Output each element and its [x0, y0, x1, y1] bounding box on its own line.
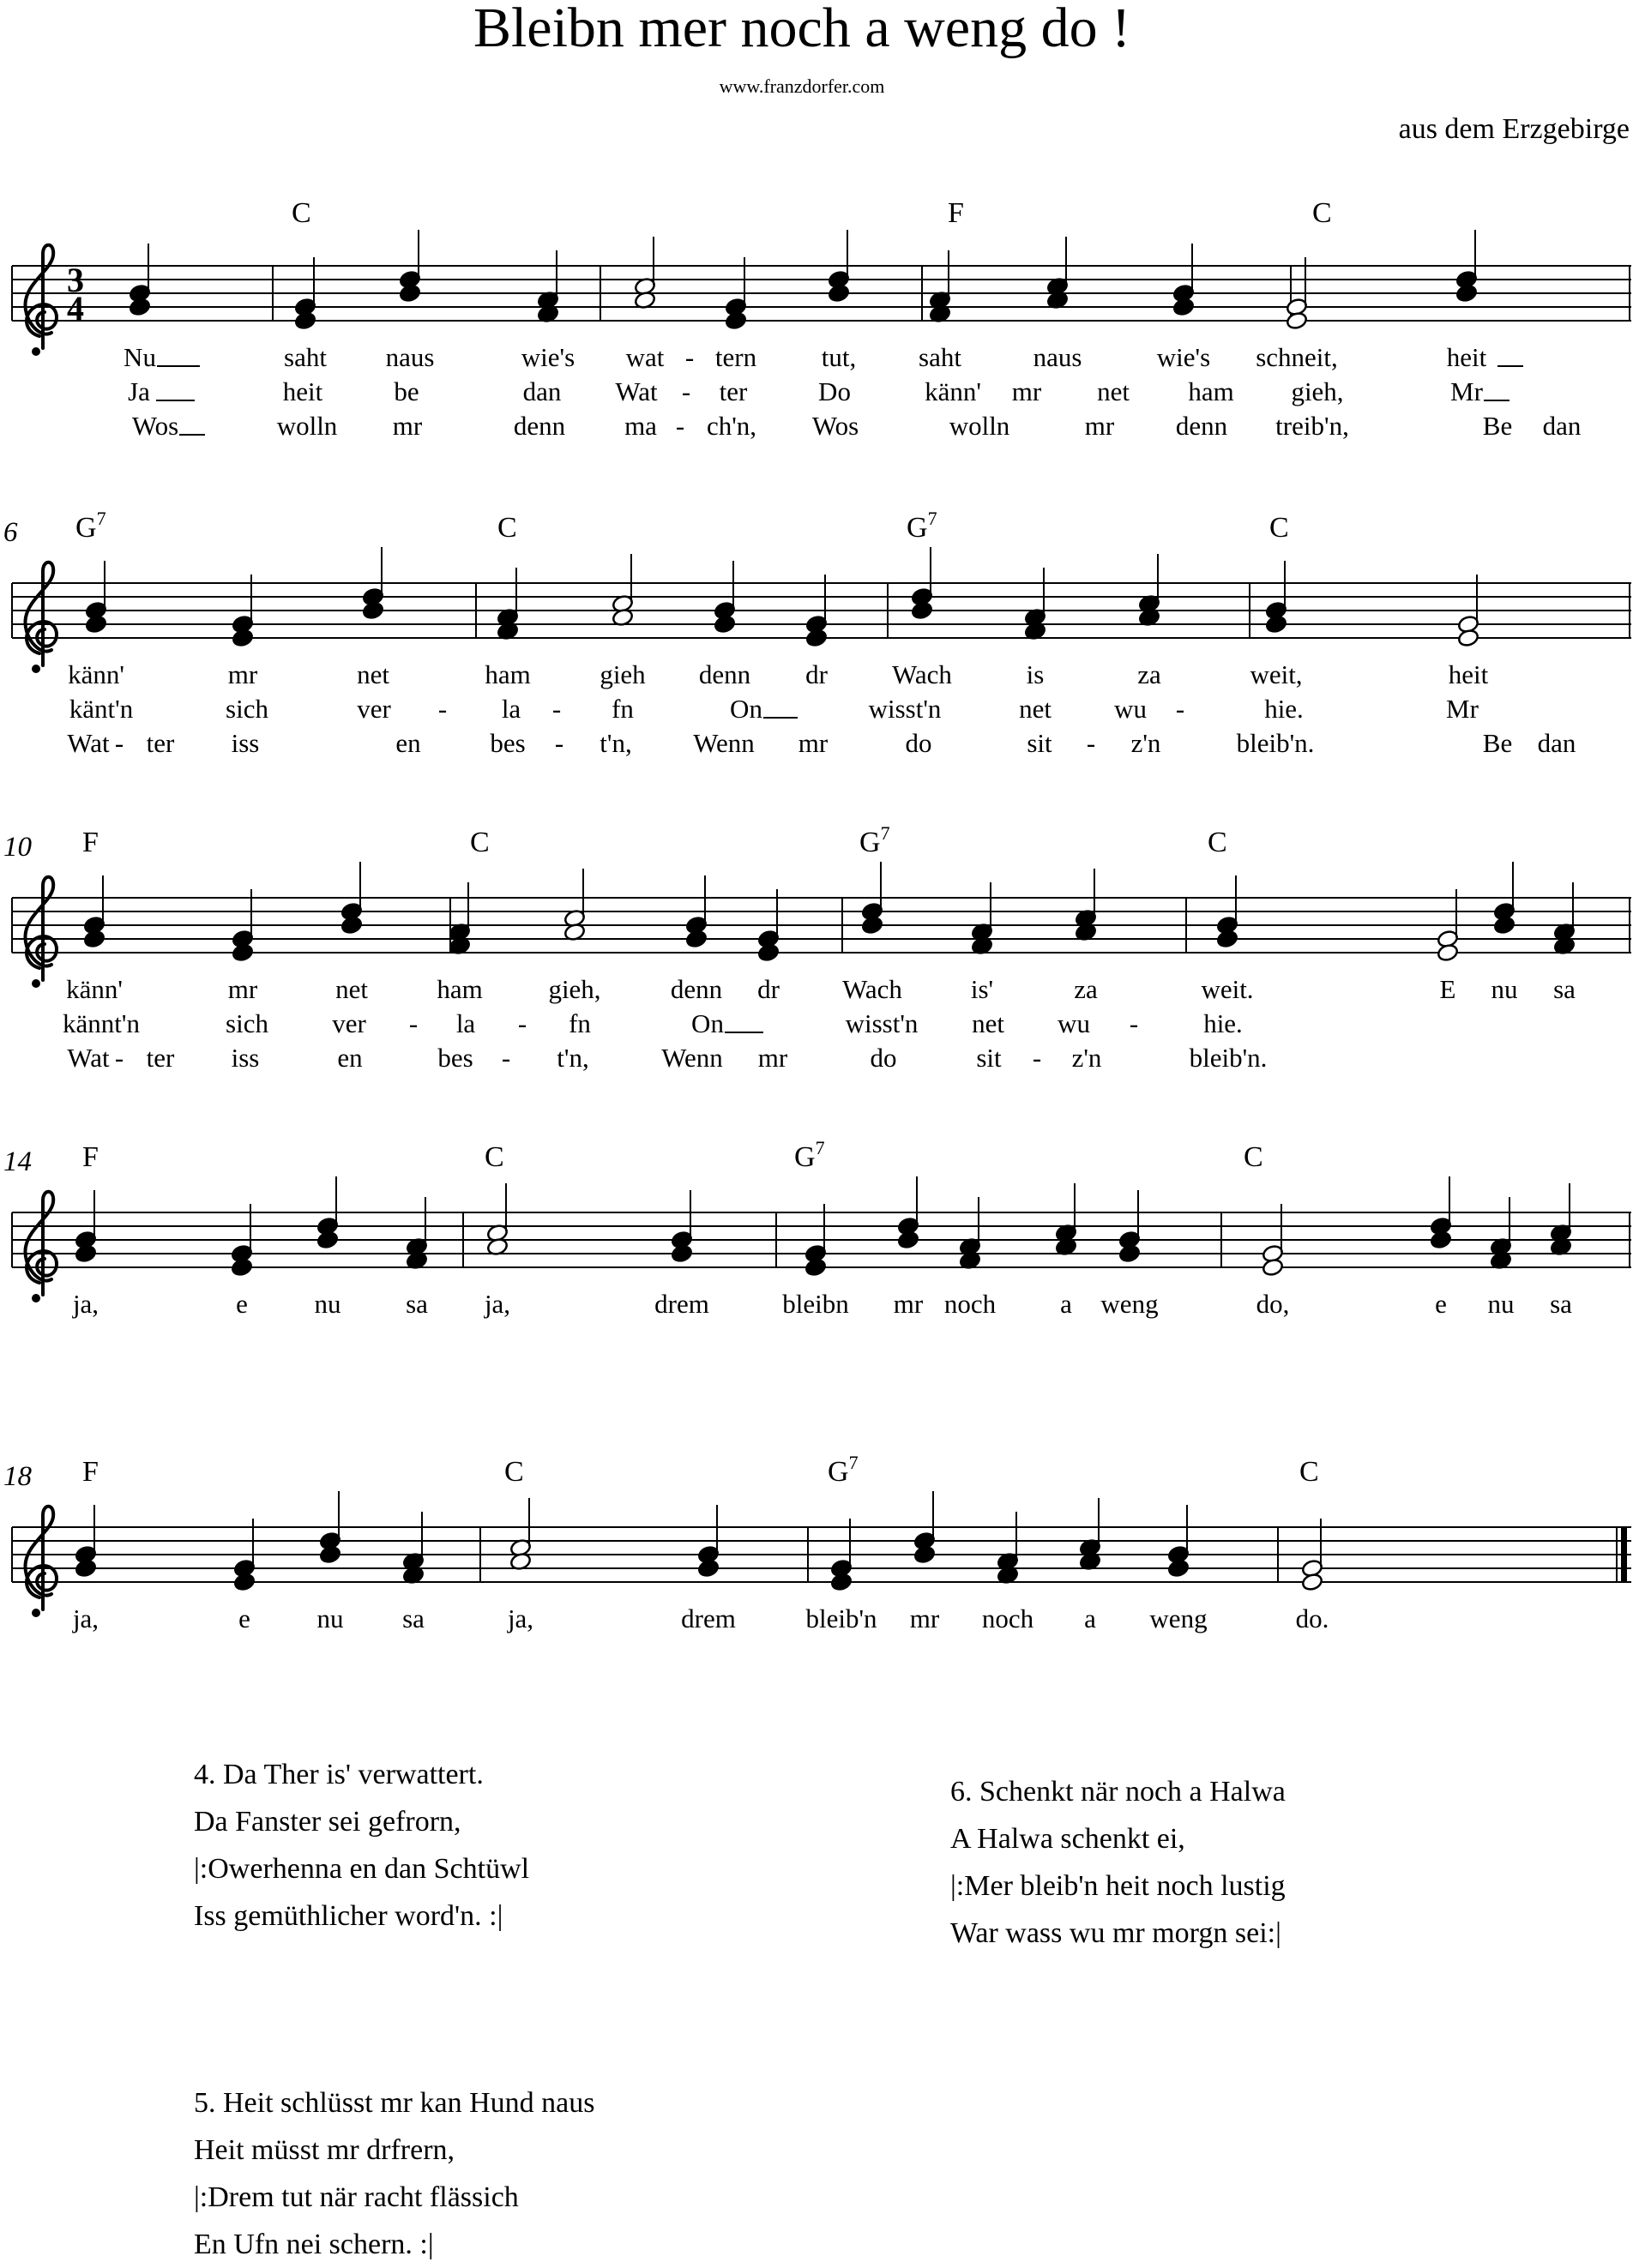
lyric-syllable: heit	[282, 376, 323, 406]
notehead	[1455, 284, 1478, 304]
lyric-syllable: Wach	[892, 659, 952, 689]
lyric-syllable: mr	[227, 974, 258, 1004]
lyric-syllable: ch'n,	[706, 411, 757, 441]
lyric-syllable: kännt'n	[63, 1008, 140, 1038]
lyric-syllable: ter	[719, 376, 748, 406]
lyric-syllable: dan	[1537, 728, 1576, 758]
notehead	[399, 284, 421, 304]
lyric-syllable: weng	[1100, 1289, 1159, 1319]
lyric-syllable: dan	[1542, 411, 1582, 441]
notehead	[757, 943, 780, 963]
lyric-syllable: -	[675, 411, 685, 441]
notehead	[830, 1573, 853, 1592]
lyric-syllable: drem	[654, 1289, 709, 1319]
chord-root: C	[485, 1141, 504, 1173]
treble-clef-icon	[25, 1192, 57, 1302]
lyric-syllable: tut,	[821, 342, 857, 372]
chord-symbol	[470, 827, 490, 859]
lyric-syllable: noch	[981, 1603, 1034, 1633]
lyric-syllable: mr	[1011, 376, 1042, 406]
chord-root: C	[470, 827, 490, 858]
lyric-syllable: -	[408, 1008, 419, 1038]
chord-symbol	[485, 1141, 504, 1174]
chord-symbol	[1312, 197, 1332, 230]
lyric-syllable: känt'n	[69, 694, 134, 724]
verse-line: En Ufn nei schern. :|	[194, 2229, 434, 2260]
lyric-syllable: ter	[146, 1043, 175, 1073]
lyric-syllable: hie.	[1264, 694, 1304, 724]
chord-symbol	[75, 508, 106, 544]
notehead	[85, 615, 107, 635]
chord-symbol	[497, 512, 517, 544]
lyric-syllable: wu	[1058, 1008, 1090, 1038]
verse-4	[194, 1751, 529, 1940]
treble-clef-icon	[25, 245, 57, 356]
chord-symbol	[948, 197, 964, 230]
lyric-syllable: wu	[1114, 694, 1147, 724]
lyric-syllable: dr	[805, 659, 828, 689]
notehead	[1301, 1573, 1323, 1592]
lyric-syllable: -	[551, 694, 562, 724]
verse-line: Iss gemüthlicher word'n. :|	[194, 1900, 503, 1932]
lyric-syllable: bleib'n	[805, 1603, 877, 1633]
lyric-syllable: do,	[1256, 1289, 1290, 1319]
lyric-syllable: denn	[513, 411, 566, 441]
notehead	[1437, 943, 1459, 963]
lyric-syllable: ja,	[72, 1289, 99, 1319]
melisma-line	[156, 400, 195, 401]
source-url[interactable]: www.franzdorfer.com	[719, 75, 885, 97]
lyric-syllable: za	[1074, 974, 1098, 1004]
lyric-syllable: Wos	[811, 411, 859, 441]
chord-symbol	[907, 508, 937, 544]
lyric-syllable: net	[357, 659, 389, 689]
lyric-syllable: do	[870, 1043, 897, 1073]
notehead	[725, 311, 747, 331]
lyric-syllable: wolln	[949, 411, 1010, 441]
chord-extension: 7	[880, 822, 890, 844]
lyric-syllable: bes	[437, 1043, 473, 1073]
verse-5	[194, 2079, 594, 2268]
notehead	[828, 284, 850, 304]
lyric-syllable: -	[517, 1008, 527, 1038]
treble-clef-icon	[25, 877, 57, 988]
lyric-syllable: Mr	[1450, 376, 1483, 406]
lyric-syllable: nu	[316, 1603, 344, 1633]
notehead	[231, 1258, 253, 1278]
verse-line: 5. Heit schlüsst mr kan Hund naus	[194, 2087, 595, 2119]
lyric-syllable: iss	[231, 1043, 260, 1073]
lyric-syllable: Be	[1482, 728, 1513, 758]
notehead	[1172, 298, 1195, 317]
verse-line: |:Mer bleib'n heit noch lustig	[950, 1870, 1286, 1902]
lyric-syllable: naus	[1033, 342, 1082, 372]
lyric-syllable: mr	[893, 1289, 924, 1319]
lyric-syllable: -	[114, 728, 124, 758]
lyric-syllable: be	[394, 376, 419, 406]
lyric-syllable: Nu	[124, 342, 156, 372]
lyric-syllable: gieh,	[548, 974, 601, 1004]
lyric-syllable: do.	[1295, 1603, 1329, 1633]
lyric-syllable: hie.	[1203, 1008, 1243, 1038]
lyric-syllable: ma	[624, 411, 657, 441]
verse-line: Heit müsst mr drfrern,	[194, 2134, 455, 2166]
lyric-syllable: On	[730, 694, 762, 724]
chord-root: F	[82, 1141, 99, 1173]
notehead	[232, 943, 254, 963]
lyric-syllable: bes	[490, 728, 526, 758]
lyric-syllable: gieh	[600, 659, 646, 689]
notehead	[1216, 929, 1238, 949]
measure-number: 18	[3, 1461, 32, 1492]
lyric-syllable: weit.	[1201, 974, 1254, 1004]
lyric-syllable: saht	[284, 342, 327, 372]
lyric-syllable: a	[1060, 1289, 1072, 1319]
notehead	[1262, 1258, 1284, 1278]
chord-root: C	[1312, 197, 1332, 229]
measure-number: 10	[3, 832, 32, 863]
lyric-syllable: sich	[226, 1008, 268, 1038]
chord-root: G	[859, 827, 881, 858]
chord-extension: 7	[927, 508, 937, 529]
lyric-syllable: ham	[1188, 376, 1234, 406]
lyric-syllable: naus	[385, 342, 435, 372]
treble-clef-icon	[25, 1507, 57, 1617]
chord-root: G	[828, 1456, 849, 1488]
lyric-syllable: wisst'n	[868, 694, 942, 724]
lyric-syllable: mr	[757, 1043, 788, 1073]
notehead	[805, 629, 828, 648]
time-sig-bottom: 4	[67, 289, 84, 328]
chord-root: C	[1269, 512, 1289, 544]
notehead	[714, 615, 736, 635]
lyric-syllable: za	[1137, 659, 1161, 689]
chord-root: C	[497, 512, 517, 544]
notehead	[697, 1559, 720, 1579]
treble-clef-icon	[25, 562, 57, 673]
lyric-syllable: Wach	[842, 974, 902, 1004]
notehead	[129, 298, 151, 317]
verse-line: |:Drem tut när racht flässich	[194, 2181, 519, 2213]
song-origin: aus dem Erzgebirge	[1398, 113, 1630, 145]
lyric-syllable: schneit,	[1256, 342, 1338, 372]
lyric-syllable: z'n	[1071, 1043, 1102, 1073]
lyric-syllable: denn	[1175, 411, 1228, 441]
lyric-syllable: en	[395, 728, 421, 758]
lyric-syllable: saht	[919, 342, 961, 372]
verse-line: 4. Da Ther is' verwattert.	[194, 1759, 484, 1790]
lyric-syllable: net	[972, 1008, 1004, 1038]
notehead	[75, 1559, 97, 1579]
verse-line: |:Owerhenna en dan Schtüwl	[194, 1853, 530, 1885]
verse-6	[950, 1768, 1286, 1957]
lyric-syllable: -	[437, 694, 448, 724]
lyric-syllable: ver	[332, 1008, 366, 1038]
notehead	[1457, 629, 1479, 648]
lyric-syllable: nu	[314, 1289, 341, 1319]
lyric-syllable: do	[905, 728, 932, 758]
lyric-syllable: -	[684, 342, 695, 372]
notehead	[319, 1545, 341, 1565]
notehead	[294, 311, 316, 331]
lyric-syllable: ham	[437, 974, 483, 1004]
melisma-line	[157, 365, 200, 367]
lyric-syllable: sa	[1550, 1289, 1572, 1319]
lyric-syllable: heit	[1446, 342, 1487, 372]
notehead	[83, 929, 105, 949]
lyric-syllable: ja,	[484, 1289, 511, 1319]
lyric-syllable: a	[1084, 1603, 1096, 1633]
lyric-syllable: ver	[357, 694, 391, 724]
chord-root: F	[82, 1456, 99, 1488]
lyric-syllable: weng	[1149, 1603, 1208, 1633]
verse-line: A Halwa schenkt ei,	[950, 1823, 1185, 1855]
melisma-line	[725, 1032, 763, 1033]
lyric-syllable: wat	[625, 342, 665, 372]
chord-symbol	[504, 1456, 524, 1489]
chord-root: C	[504, 1456, 524, 1488]
lyric-syllable: -	[1175, 694, 1185, 724]
measure-number: 6	[3, 517, 18, 548]
chord-symbol	[1269, 512, 1289, 544]
lyric-syllable: weit,	[1250, 659, 1303, 689]
notehead	[1286, 311, 1308, 331]
melisma-line	[1497, 365, 1523, 367]
chord-extension: 7	[96, 508, 106, 529]
notehead	[1493, 916, 1515, 935]
lyric-syllable: mr	[1084, 411, 1115, 441]
lyric-syllable: e	[236, 1289, 248, 1319]
chord-root: C	[1208, 827, 1227, 858]
lyric-syllable: fn	[612, 694, 634, 724]
notehead	[913, 1545, 936, 1565]
chord-extension: 7	[848, 1452, 859, 1473]
lyric-syllable: net	[1019, 694, 1052, 724]
notehead	[1430, 1230, 1452, 1250]
lyric-syllable: sich	[226, 694, 268, 724]
chord-root: G	[794, 1141, 816, 1173]
lyric-syllable: ja,	[507, 1603, 534, 1633]
chord-symbol	[292, 197, 311, 230]
lyric-syllable: Wat	[67, 1043, 110, 1073]
notehead	[1265, 615, 1287, 635]
notehead	[861, 916, 883, 935]
lyric-syllable: sit	[1027, 728, 1052, 758]
lyric-syllable: känn'	[925, 376, 981, 406]
measure-number: 14	[3, 1146, 32, 1177]
notehead	[1167, 1559, 1190, 1579]
melisma-line	[1484, 400, 1509, 401]
lyric-syllable: z'n	[1130, 728, 1161, 758]
chord-root: F	[82, 827, 99, 858]
lyric-syllable: mr	[909, 1603, 940, 1633]
song-title: Bleibn mer noch a weng do !	[473, 0, 1131, 59]
chord-symbol	[82, 827, 99, 859]
notehead	[232, 629, 254, 648]
lyric-syllable: heit	[1448, 659, 1489, 689]
notehead	[897, 1230, 919, 1250]
lyric-syllable: bleib'n.	[1189, 1043, 1268, 1073]
chord-symbol	[82, 1456, 99, 1489]
lyric-syllable: bleibn	[782, 1289, 849, 1319]
chord-symbol	[859, 822, 890, 859]
lyric-syllable: Wos	[131, 411, 179, 441]
chord-root: C	[1244, 1141, 1263, 1173]
lyric-syllable: -	[1086, 728, 1096, 758]
time-sig-top: 3	[67, 261, 84, 299]
lyric-syllable: wolln	[276, 411, 338, 441]
lyric-syllable: Wat	[615, 376, 658, 406]
notehead	[804, 1258, 827, 1278]
lyric-syllable: la	[501, 694, 521, 724]
lyric-syllable: t'n,	[557, 1043, 589, 1073]
lyric-syllable: dan	[522, 376, 562, 406]
lyric-syllable: dr	[757, 974, 780, 1004]
chord-symbol	[1299, 1456, 1319, 1489]
lyric-syllable: känn'	[66, 974, 123, 1004]
lyric-syllable: -	[114, 1043, 124, 1073]
lyric-syllable: Wat	[67, 728, 110, 758]
lyric-syllable: en	[337, 1043, 363, 1073]
chord-root: C	[292, 197, 311, 229]
lyric-syllable: Do	[818, 376, 851, 406]
lyric-syllable: nu	[1487, 1289, 1515, 1319]
chord-symbol	[828, 1452, 859, 1489]
lyric-syllable: net	[335, 974, 368, 1004]
lyric-syllable: fn	[569, 1008, 591, 1038]
chord-root: F	[948, 197, 964, 229]
notehead	[340, 916, 363, 935]
lyric-syllable: -	[681, 376, 691, 406]
lyric-syllable: känn'	[68, 659, 124, 689]
lyric-syllable: e	[1435, 1289, 1447, 1319]
lyric-syllable: Wenn	[661, 1043, 723, 1073]
lyric-syllable: wie's	[1156, 342, 1211, 372]
chord-symbol	[794, 1137, 825, 1174]
lyric-syllable: e	[238, 1603, 250, 1633]
melisma-line	[179, 434, 205, 436]
lyric-syllable: ter	[146, 728, 175, 758]
lyric-syllable: iss	[231, 728, 260, 758]
lyric-syllable: sa	[402, 1603, 425, 1633]
lyric-syllable: net	[1097, 376, 1130, 406]
lyric-syllable: -	[501, 1043, 511, 1073]
lyric-syllable: la	[455, 1008, 476, 1038]
lyric-syllable: E	[1439, 974, 1456, 1004]
lyric-syllable: mr	[392, 411, 423, 441]
notehead	[75, 1244, 97, 1264]
verse-line: War wass wu mr morgn sei:|	[950, 1917, 1281, 1949]
lyric-syllable: ham	[485, 659, 531, 689]
lyric-syllable: nu	[1491, 974, 1518, 1004]
lyric-syllable: noch	[943, 1289, 997, 1319]
lyric-syllable: is'	[970, 974, 994, 1004]
chord-root: G	[907, 512, 928, 544]
chord-extension: 7	[815, 1137, 825, 1158]
notehead	[316, 1230, 339, 1250]
final-barline	[1621, 1527, 1627, 1582]
lyric-syllable: sa	[406, 1289, 428, 1319]
lyric-syllable: -	[554, 728, 564, 758]
lyric-syllable: wisst'n	[845, 1008, 919, 1038]
chord-symbol	[82, 1141, 99, 1174]
lyric-syllable: mr	[227, 659, 258, 689]
lyric-syllable: -	[1032, 1043, 1042, 1073]
lyric-syllable: mr	[798, 728, 829, 758]
notehead	[671, 1244, 693, 1264]
lyric-syllable: denn	[670, 974, 723, 1004]
verse-line: 6. Schenkt när noch a Halwa	[950, 1776, 1286, 1808]
lyric-syllable: Be	[1482, 411, 1513, 441]
notehead	[1118, 1244, 1141, 1264]
lyric-syllable: -	[1129, 1008, 1139, 1038]
chord-symbol	[1208, 827, 1227, 859]
lyric-syllable: On	[691, 1008, 724, 1038]
lyric-syllable: denn	[698, 659, 751, 689]
notehead	[685, 929, 708, 949]
lyric-syllable: t'n,	[600, 728, 632, 758]
lyric-syllable: Wenn	[693, 728, 755, 758]
melisma-line	[763, 717, 798, 719]
notehead	[233, 1573, 256, 1592]
lyric-syllable: wie's	[521, 342, 575, 372]
lyric-syllable: Mr	[1446, 694, 1479, 724]
lyric-syllable: gieh,	[1291, 376, 1344, 406]
notehead	[911, 601, 933, 621]
lyric-syllable: tern	[714, 342, 757, 372]
lyric-syllable: sit	[976, 1043, 1002, 1073]
notehead	[362, 601, 384, 621]
lyric-syllable: drem	[681, 1603, 736, 1633]
chord-root: C	[1299, 1456, 1319, 1488]
lyric-syllable: ja,	[72, 1603, 99, 1633]
verse-line: Da Fanster sei gefrorn,	[194, 1806, 461, 1838]
chord-root: G	[75, 512, 97, 544]
lyric-syllable: is	[1026, 659, 1045, 689]
lyric-syllable: bleib'n.	[1236, 728, 1315, 758]
chord-symbol	[1244, 1141, 1263, 1174]
staves	[12, 245, 1631, 1617]
lyric-syllable: Ja	[128, 376, 150, 406]
lyric-syllable: sa	[1553, 974, 1576, 1004]
lyric-syllable: treib'n,	[1275, 411, 1349, 441]
